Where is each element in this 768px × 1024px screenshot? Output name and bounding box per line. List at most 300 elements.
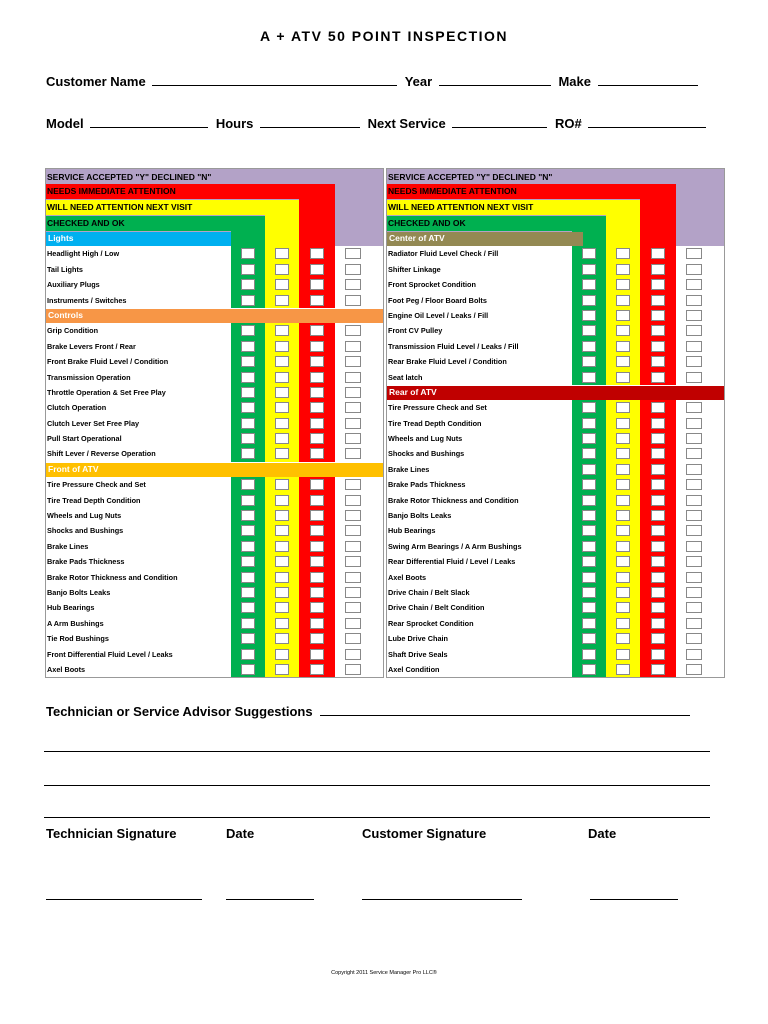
- immediate-checkbox[interactable]: [651, 325, 665, 336]
- next-visit-checkbox[interactable]: [275, 556, 289, 567]
- checked-ok-checkbox[interactable]: [582, 479, 596, 490]
- accepted-checkbox[interactable]: [345, 479, 361, 490]
- checked-ok-column: [231, 508, 265, 523]
- checked-ok-checkbox[interactable]: [582, 495, 596, 506]
- inspection-row-pull-start-operational: [45, 431, 384, 446]
- date-field-1[interactable]: [226, 899, 314, 900]
- checked-ok-checkbox[interactable]: [582, 602, 596, 613]
- next-visit-checkbox[interactable]: [616, 464, 630, 475]
- immediate-checkbox[interactable]: [651, 279, 665, 290]
- checked-ok-checkbox[interactable]: [582, 448, 596, 459]
- next-visit-checkbox[interactable]: [616, 602, 630, 613]
- immediate-checkbox[interactable]: [310, 479, 324, 490]
- immediate-checkbox[interactable]: [310, 279, 324, 290]
- immediate-checkbox[interactable]: [310, 602, 324, 613]
- checked-ok-checkbox[interactable]: [582, 356, 596, 367]
- item-label: Shocks and Bushings: [388, 449, 465, 459]
- immediate-checkbox[interactable]: [651, 295, 665, 306]
- next-visit-column: [265, 662, 299, 677]
- immediate-checkbox[interactable]: [651, 618, 665, 629]
- checked-ok-checkbox[interactable]: [241, 618, 255, 629]
- immediate-checkbox[interactable]: [310, 633, 324, 644]
- accepted-checkbox[interactable]: [686, 556, 702, 567]
- accepted-checkbox[interactable]: [686, 325, 702, 336]
- immediate-checkbox[interactable]: [651, 341, 665, 352]
- item-label: Brake Lines: [388, 464, 430, 474]
- immediate-checkbox[interactable]: [310, 664, 324, 675]
- immediate-checkbox[interactable]: [651, 649, 665, 660]
- checked-ok-checkbox[interactable]: [241, 649, 255, 660]
- inspection-row-wheels-and-lug-nuts: [386, 431, 725, 446]
- next-visit-checkbox[interactable]: [275, 248, 289, 259]
- checked-ok-checkbox[interactable]: [241, 448, 255, 459]
- rating-columns: [572, 631, 725, 646]
- immediate-checkbox[interactable]: [651, 633, 665, 644]
- immediate-checkbox[interactable]: [651, 556, 665, 567]
- accepted-checkbox[interactable]: [686, 418, 702, 429]
- checked-ok-checkbox[interactable]: [582, 418, 596, 429]
- checked-ok-checkbox[interactable]: [241, 664, 255, 675]
- accepted-checkbox[interactable]: [345, 649, 361, 660]
- accepted-checkbox[interactable]: [345, 525, 361, 536]
- item-label: Radiator Fluid Level Check / Fill: [388, 249, 499, 259]
- checked-ok-column: [572, 631, 606, 646]
- checked-ok-checkbox[interactable]: [241, 295, 255, 306]
- accepted-column: [676, 293, 711, 308]
- checked-ok-checkbox[interactable]: [582, 587, 596, 598]
- next-visit-checkbox[interactable]: [616, 372, 630, 383]
- year-field[interactable]: [439, 73, 551, 86]
- checked-ok-checkbox[interactable]: [241, 433, 255, 444]
- accepted-checkbox[interactable]: [686, 295, 702, 306]
- next-visit-checkbox[interactable]: [616, 556, 630, 567]
- next-visit-column: [265, 354, 299, 369]
- next-visit-checkbox[interactable]: [275, 572, 289, 583]
- make-field[interactable]: [598, 73, 698, 86]
- immediate-column: [299, 354, 335, 369]
- immediate-column: [640, 308, 676, 323]
- item-label: Wheels and Lug Nuts: [388, 434, 463, 444]
- next-visit-checkbox[interactable]: [275, 387, 289, 398]
- suggestions-field[interactable]: [320, 703, 690, 716]
- rating-columns: [231, 523, 384, 538]
- item-label: Headlight High / Low: [47, 249, 120, 259]
- checked-ok-column: [572, 370, 606, 385]
- accepted-checkbox[interactable]: [345, 572, 361, 583]
- next-visit-checkbox[interactable]: [275, 372, 289, 383]
- accepted-checkbox[interactable]: [345, 602, 361, 613]
- ro-field[interactable]: [588, 115, 706, 128]
- next-visit-checkbox[interactable]: [275, 325, 289, 336]
- immediate-checkbox[interactable]: [310, 618, 324, 629]
- next-visit-checkbox[interactable]: [616, 633, 630, 644]
- checked-ok-checkbox[interactable]: [241, 479, 255, 490]
- checked-ok-checkbox[interactable]: [241, 418, 255, 429]
- checked-ok-checkbox[interactable]: [241, 248, 255, 259]
- immediate-checkbox[interactable]: [651, 248, 665, 259]
- next-visit-column: [265, 370, 299, 385]
- checked-ok-checkbox[interactable]: [582, 372, 596, 383]
- accepted-checkbox[interactable]: [686, 495, 702, 506]
- next-visit-checkbox[interactable]: [616, 649, 630, 660]
- accepted-checkbox[interactable]: [686, 587, 702, 598]
- item-label: Axel Boots: [47, 664, 86, 674]
- immediate-checkbox[interactable]: [310, 372, 324, 383]
- immediate-checkbox[interactable]: [651, 495, 665, 506]
- accepted-checkbox[interactable]: [686, 433, 702, 444]
- immediate-checkbox[interactable]: [651, 418, 665, 429]
- next-visit-checkbox[interactable]: [275, 525, 289, 536]
- next-visit-checkbox[interactable]: [616, 248, 630, 259]
- checked-ok-checkbox[interactable]: [241, 341, 255, 352]
- checked-ok-checkbox[interactable]: [241, 602, 255, 613]
- model-field[interactable]: [90, 115, 208, 128]
- accepted-checkbox[interactable]: [345, 495, 361, 506]
- checked-ok-column: [572, 570, 606, 585]
- accepted-checkbox[interactable]: [345, 448, 361, 459]
- accepted-checkbox[interactable]: [686, 664, 702, 675]
- checked-ok-checkbox[interactable]: [241, 279, 255, 290]
- next-visit-checkbox[interactable]: [275, 664, 289, 675]
- suggestions-line-1[interactable]: [44, 751, 710, 752]
- checked-ok-column: [231, 400, 265, 415]
- immediate-checkbox[interactable]: [651, 525, 665, 536]
- accepted-checkbox[interactable]: [686, 248, 702, 259]
- accepted-checkbox[interactable]: [345, 356, 361, 367]
- checked-ok-column: [231, 662, 265, 677]
- accepted-checkbox[interactable]: [686, 572, 702, 583]
- accepted-column: [335, 323, 370, 338]
- customer-name-field[interactable]: [152, 73, 397, 86]
- accepted-checkbox[interactable]: [345, 279, 361, 290]
- next-visit-checkbox[interactable]: [616, 448, 630, 459]
- customer-signature-field[interactable]: [362, 899, 522, 900]
- immediate-checkbox[interactable]: [651, 433, 665, 444]
- checked-ok-checkbox[interactable]: [582, 633, 596, 644]
- immediate-checkbox[interactable]: [651, 664, 665, 675]
- item-label: Swing Arm Bearings / A Arm Bushings: [388, 541, 522, 551]
- next-visit-checkbox[interactable]: [275, 448, 289, 459]
- immediate-checkbox[interactable]: [651, 448, 665, 459]
- accepted-checkbox[interactable]: [345, 325, 361, 336]
- section-label: Center of ATV: [389, 233, 445, 243]
- next-visit-checkbox[interactable]: [275, 541, 289, 552]
- immediate-checkbox[interactable]: [310, 525, 324, 536]
- inspection-row-drive-chain-belt-slack: [386, 585, 725, 600]
- checked-ok-column: [572, 400, 606, 415]
- next-visit-checkbox[interactable]: [275, 279, 289, 290]
- next-visit-checkbox[interactable]: [275, 418, 289, 429]
- immediate-checkbox[interactable]: [310, 248, 324, 259]
- immediate-checkbox[interactable]: [651, 587, 665, 598]
- next-visit-column: [265, 600, 299, 615]
- next-visit-checkbox[interactable]: [275, 633, 289, 644]
- checked-ok-checkbox[interactable]: [582, 310, 596, 321]
- accepted-checkbox[interactable]: [345, 433, 361, 444]
- next-visit-checkbox[interactable]: [616, 402, 630, 413]
- rating-columns: [231, 616, 384, 631]
- immediate-checkbox[interactable]: [651, 510, 665, 521]
- checked-ok-checkbox[interactable]: [241, 495, 255, 506]
- checked-ok-column: [231, 570, 265, 585]
- immediate-checkbox[interactable]: [310, 541, 324, 552]
- accepted-checkbox[interactable]: [686, 649, 702, 660]
- immediate-checkbox[interactable]: [310, 448, 324, 459]
- accepted-checkbox[interactable]: [345, 510, 361, 521]
- accepted-checkbox[interactable]: [345, 295, 361, 306]
- accepted-checkbox[interactable]: [345, 618, 361, 629]
- checked-ok-checkbox[interactable]: [582, 525, 596, 536]
- checked-ok-checkbox[interactable]: [241, 510, 255, 521]
- checked-ok-checkbox[interactable]: [582, 618, 596, 629]
- immediate-column: [640, 508, 676, 523]
- accepted-checkbox[interactable]: [345, 556, 361, 567]
- accepted-checkbox[interactable]: [345, 633, 361, 644]
- immediate-checkbox[interactable]: [651, 310, 665, 321]
- checked-ok-checkbox[interactable]: [582, 464, 596, 475]
- next-visit-checkbox[interactable]: [616, 495, 630, 506]
- accepted-checkbox[interactable]: [686, 402, 702, 413]
- inspection-row-axel-boots: [45, 662, 384, 677]
- accepted-checkbox[interactable]: [345, 587, 361, 598]
- rating-columns: [572, 370, 725, 385]
- checked-ok-checkbox[interactable]: [241, 525, 255, 536]
- immediate-checkbox[interactable]: [651, 541, 665, 552]
- date-field-2[interactable]: [590, 899, 678, 900]
- checked-ok-checkbox[interactable]: [582, 295, 596, 306]
- customer-signature-label: Customer Signature: [362, 826, 487, 841]
- immediate-checkbox[interactable]: [310, 356, 324, 367]
- next-visit-checkbox[interactable]: [616, 664, 630, 675]
- suggestions-line-3[interactable]: [44, 817, 710, 818]
- accepted-checkbox[interactable]: [345, 372, 361, 383]
- checked-ok-checkbox[interactable]: [241, 541, 255, 552]
- checked-ok-checkbox[interactable]: [241, 356, 255, 367]
- accepted-checkbox[interactable]: [686, 618, 702, 629]
- checked-ok-checkbox[interactable]: [241, 633, 255, 644]
- checked-ok-checkbox[interactable]: [582, 325, 596, 336]
- accepted-checkbox[interactable]: [686, 264, 702, 275]
- immediate-checkbox[interactable]: [310, 295, 324, 306]
- hours-field[interactable]: [260, 115, 360, 128]
- technician-signature-field[interactable]: [46, 899, 202, 900]
- immediate-checkbox[interactable]: [310, 649, 324, 660]
- accepted-checkbox[interactable]: [686, 525, 702, 536]
- next-visit-checkbox[interactable]: [616, 264, 630, 275]
- next-visit-checkbox[interactable]: [616, 572, 630, 583]
- immediate-column: [640, 616, 676, 631]
- item-label: Brake Rotor Thickness and Condition: [388, 495, 519, 505]
- section-bar: [45, 309, 384, 323]
- item-label: Brake Rotor Thickness and Condition: [47, 572, 178, 582]
- next-visit-checkbox[interactable]: [275, 510, 289, 521]
- accepted-checkbox[interactable]: [345, 402, 361, 413]
- next-visit-checkbox[interactable]: [275, 402, 289, 413]
- accepted-checkbox[interactable]: [686, 464, 702, 475]
- next-visit-checkbox[interactable]: [275, 618, 289, 629]
- accepted-checkbox[interactable]: [345, 541, 361, 552]
- next-visit-checkbox[interactable]: [275, 295, 289, 306]
- accepted-checkbox[interactable]: [345, 387, 361, 398]
- immediate-checkbox[interactable]: [651, 479, 665, 490]
- immediate-checkbox[interactable]: [651, 372, 665, 383]
- checked-ok-checkbox[interactable]: [241, 325, 255, 336]
- immediate-checkbox[interactable]: [310, 402, 324, 413]
- checked-ok-column: [572, 354, 606, 369]
- item-label: Axel Boots: [388, 572, 427, 582]
- next-visit-checkbox[interactable]: [275, 649, 289, 660]
- checked-ok-checkbox[interactable]: [582, 510, 596, 521]
- immediate-checkbox[interactable]: [651, 356, 665, 367]
- immediate-checkbox[interactable]: [651, 464, 665, 475]
- accepted-checkbox[interactable]: [345, 418, 361, 429]
- next-visit-checkbox[interactable]: [616, 541, 630, 552]
- rating-columns: [231, 246, 384, 261]
- next-visit-column: [606, 323, 640, 338]
- next-visit-checkbox[interactable]: [616, 587, 630, 598]
- accepted-checkbox[interactable]: [686, 310, 702, 321]
- next-visit-checkbox[interactable]: [275, 602, 289, 613]
- next-visit-checkbox[interactable]: [275, 495, 289, 506]
- checked-ok-checkbox[interactable]: [582, 341, 596, 352]
- checked-ok-checkbox[interactable]: [582, 433, 596, 444]
- next-visit-checkbox[interactable]: [616, 433, 630, 444]
- accepted-checkbox[interactable]: [686, 341, 702, 352]
- next-visit-column: [606, 416, 640, 431]
- immediate-checkbox[interactable]: [310, 510, 324, 521]
- checked-ok-checkbox[interactable]: [582, 402, 596, 413]
- checked-ok-checkbox[interactable]: [582, 572, 596, 583]
- next-visit-column: [606, 262, 640, 277]
- section-label: Rear of ATV: [389, 386, 437, 397]
- rating-columns: [572, 293, 725, 308]
- item-label: Hub Bearings: [388, 526, 436, 536]
- next-visit-column: [606, 246, 640, 261]
- inspection-row-tire-pressure-check-and-set: [45, 477, 384, 492]
- checked-ok-checkbox[interactable]: [241, 387, 255, 398]
- accepted-column: [335, 647, 370, 662]
- next-visit-checkbox[interactable]: [275, 341, 289, 352]
- checked-ok-checkbox[interactable]: [241, 264, 255, 275]
- inspection-row-rear-differential-fluid-level-leaks: [386, 554, 725, 569]
- immediate-checkbox[interactable]: [310, 341, 324, 352]
- next-visit-checkbox[interactable]: [616, 325, 630, 336]
- inspection-row-shift-lever-reverse-operation: [45, 446, 384, 461]
- accepted-checkbox[interactable]: [686, 602, 702, 613]
- inspection-row-brake-lines: [386, 462, 725, 477]
- checked-ok-checkbox[interactable]: [241, 402, 255, 413]
- checked-ok-checkbox[interactable]: [582, 248, 596, 259]
- immediate-checkbox[interactable]: [310, 495, 324, 506]
- checked-ok-checkbox[interactable]: [241, 372, 255, 383]
- next-visit-checkbox[interactable]: [275, 433, 289, 444]
- next-visit-checkbox[interactable]: [275, 264, 289, 275]
- checked-ok-checkbox[interactable]: [582, 556, 596, 567]
- immediate-checkbox[interactable]: [651, 602, 665, 613]
- next-visit-checkbox[interactable]: [616, 525, 630, 536]
- next-visit-checkbox[interactable]: [616, 310, 630, 321]
- accepted-column: [335, 277, 370, 292]
- accepted-checkbox[interactable]: [345, 341, 361, 352]
- inspection-row-brake-rotor-thickness-and-condition: [386, 493, 725, 508]
- inspection-panel-left: [45, 168, 384, 678]
- checked-ok-checkbox[interactable]: [241, 587, 255, 598]
- inspection-row-front-differential-fluid-level-leaks: [45, 647, 384, 662]
- accepted-checkbox[interactable]: [686, 479, 702, 490]
- immediate-checkbox[interactable]: [651, 402, 665, 413]
- next-visit-checkbox[interactable]: [616, 418, 630, 429]
- accepted-checkbox[interactable]: [345, 264, 361, 275]
- next-visit-checkbox[interactable]: [616, 479, 630, 490]
- checked-ok-checkbox[interactable]: [241, 572, 255, 583]
- accepted-checkbox[interactable]: [345, 664, 361, 675]
- accepted-column: [335, 539, 370, 554]
- checked-ok-checkbox[interactable]: [241, 556, 255, 567]
- accepted-column: [676, 246, 711, 261]
- accepted-checkbox[interactable]: [345, 248, 361, 259]
- checked-ok-checkbox[interactable]: [582, 279, 596, 290]
- immediate-column: [299, 554, 335, 569]
- next-visit-checkbox[interactable]: [616, 341, 630, 352]
- legend-next-visit: WILL NEED ATTENTION NEXT VISIT: [45, 200, 299, 215]
- immediate-checkbox[interactable]: [310, 387, 324, 398]
- next-visit-checkbox[interactable]: [616, 279, 630, 290]
- accepted-checkbox[interactable]: [686, 372, 702, 383]
- next-visit-column: [606, 293, 640, 308]
- inspection-row-seat-latch: [386, 370, 725, 385]
- next-visit-checkbox[interactable]: [275, 356, 289, 367]
- rating-columns: [231, 446, 384, 461]
- accepted-checkbox[interactable]: [686, 541, 702, 552]
- next-service-field[interactable]: [452, 115, 547, 128]
- immediate-checkbox[interactable]: [310, 556, 324, 567]
- next-visit-checkbox[interactable]: [616, 295, 630, 306]
- accepted-checkbox[interactable]: [686, 279, 702, 290]
- immediate-checkbox[interactable]: [310, 572, 324, 583]
- immediate-column: [299, 631, 335, 646]
- inspection-row-brake-rotor-thickness-and-condition: [45, 570, 384, 585]
- next-visit-checkbox[interactable]: [616, 510, 630, 521]
- immediate-checkbox[interactable]: [310, 264, 324, 275]
- inspection-row-banjo-bolts-leaks: [45, 585, 384, 600]
- checked-ok-column: [231, 293, 265, 308]
- checked-ok-checkbox[interactable]: [582, 264, 596, 275]
- checked-ok-checkbox[interactable]: [582, 664, 596, 675]
- immediate-column: [299, 293, 335, 308]
- checked-ok-checkbox[interactable]: [582, 541, 596, 552]
- suggestions-line-2[interactable]: [44, 785, 710, 786]
- legend-immediate: NEEDS IMMEDIATE ATTENTION: [45, 184, 335, 199]
- accepted-checkbox[interactable]: [686, 633, 702, 644]
- immediate-checkbox[interactable]: [310, 325, 324, 336]
- rating-columns: [572, 539, 725, 554]
- accepted-checkbox[interactable]: [686, 510, 702, 521]
- immediate-checkbox[interactable]: [310, 587, 324, 598]
- immediate-checkbox[interactable]: [651, 264, 665, 275]
- accepted-checkbox[interactable]: [686, 356, 702, 367]
- immediate-checkbox[interactable]: [651, 572, 665, 583]
- immediate-checkbox[interactable]: [310, 433, 324, 444]
- next-visit-column: [265, 539, 299, 554]
- accepted-checkbox[interactable]: [686, 448, 702, 459]
- next-visit-checkbox[interactable]: [275, 479, 289, 490]
- accepted-column: [676, 431, 711, 446]
- next-visit-checkbox[interactable]: [616, 356, 630, 367]
- next-visit-checkbox[interactable]: [275, 587, 289, 598]
- immediate-checkbox[interactable]: [310, 418, 324, 429]
- next-visit-checkbox[interactable]: [616, 618, 630, 629]
- checked-ok-checkbox[interactable]: [582, 649, 596, 660]
